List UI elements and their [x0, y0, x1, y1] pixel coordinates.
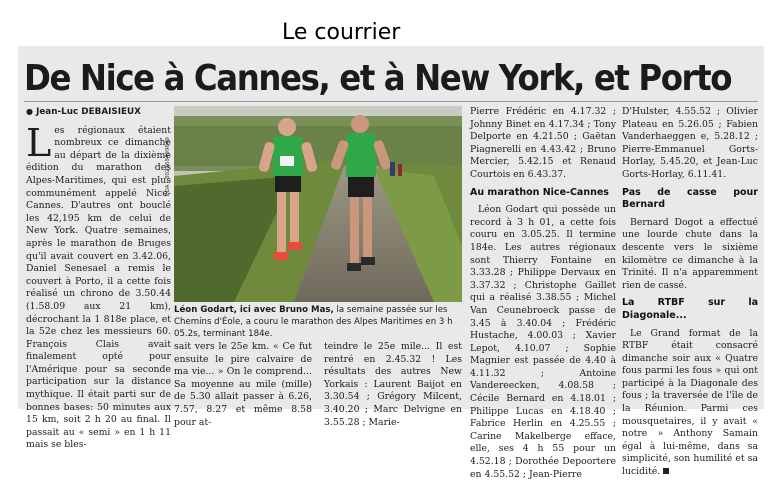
col3-para2: Léon Godart qui possède un record à 3 h 01, a cette fois couru en 3.05.25. Il termine 184e. Les autres régionaux sont Thierry Fontaine en 3.33.28 ; Philippe Dervaux en 3.37.32 ; Christophe Gaillet qui a réalisé 3.38.55 ; Michel Van Ceunebroeck passe de 3.45 à 3.40.04 ; Frédéric Hustache, 4.00.03 ; Xavier Lepot, 4.10.07 ; Sophie Magnier est passée de 4.40 à 4.11.32 ; Antoine Vandereecken, 4.08.58 ; Cécile Bernard en 4.18.01 ; Philippe Lucas en 4.18.40 ; Fabrice Herlin en 4.25.55 ; Carine Makelberge efface, elle, ses 4 h 55 pour un 4.52.18 ; Dorothée Depoortere en 4.55.52 ; Jean-Pierre — [470, 204, 616, 480]
photo-credit: EDA - 302369499649 — [165, 137, 171, 196]
runners-photo-illustration — [174, 106, 462, 302]
subhead-rtbf: La RTBF sur la Diagonale... — [622, 297, 758, 321]
sub-column-a: sait vers le 25e km. « Ce fut ensuite le pire calvaire de ma vie... » On le comprend... Sa moyenne au mile (mille) de 5.30 allait passer à 6.26, 7.57, 8.27 et même 8.58 pour at- — [174, 341, 312, 428]
intro-paragraph — [26, 120, 171, 452]
byline — [26, 106, 171, 119]
sub-column-b: teindre le 25e mile... Il est rentré en 2.45.32 ! Les résultats des autres New Yorkais : Laurent Baijot en 3.30.54 ; Grégory Milcent, 3.40.20 ; Marc Delvigne en 3.55.28 ; Marie- — [324, 341, 462, 428]
col4-para1: D'Hulster, 4.55.52 ; Olivier Plateau en 5.26.05 ; Fabien Vanderhaeggen e, 5.28.12 ; Pierre-Emmanuel Gorts-Horlay, 5.45.20, et Jean-Luc Gorts-Horlay, 6.11.41. — [622, 106, 758, 180]
col4-para3 — [622, 328, 758, 479]
source-label: Le courrier — [282, 20, 401, 45]
runners-photo — [174, 106, 462, 302]
column-3 — [470, 106, 616, 481]
col3-para1: Pierre Frédéric en 4.17.32 ; Johnny Binet en 4.17.34 ; Tony Delporte en 4.21.50 ; Gaëtan Piagnerelli en 4.43.42 ; Bruno Mercier, 5.42.15 et Renaud Courtois en 6.43.37. — [470, 106, 616, 180]
newspaper-clipping — [18, 46, 764, 480]
end-mark — [663, 468, 669, 474]
column-4 — [622, 106, 758, 479]
dropcap: L — [26, 120, 52, 165]
col4-para2: Bernard Dogot a effectué une lourde chute dans la descente vers le sixième kilomètre ce dimanche à la Trinité. Il n'a apparemment rien de cassé. — [622, 216, 758, 291]
subhead-nice-cannes: Au marathon Nice-Cannes — [470, 186, 609, 198]
byline-bullet: ● — [26, 107, 33, 116]
col4-para3-text: Le Grand format de la RTBF était consacré dimanche soir aux « Quatre fous parmi les fous » qui ont participé à la Diagonale des fous ; la traversée de l'île de la Réunion. Parmi ces mousquetaires, il y avait « notre » Anthony Samain égal à lui-même, dans sa simplicité, son humilité et sa lucidité. — [622, 327, 758, 478]
column-1 — [26, 106, 171, 452]
subhead-bernard: Pas de casse pour Bernard — [622, 186, 758, 211]
caption-text: la semaine passée sur les Chemins d'Éole, a couru le marathon des Alpes Maritimes en 3 h 05.2s, terminant 184e. — [174, 305, 453, 339]
caption-bold: Léon Godart, ici avec Bruno Mas, — [174, 305, 334, 315]
headline: De Nice à Cannes, et à New York, et Porto — [24, 58, 732, 99]
photo-caption — [174, 304, 464, 340]
intro-text: es régionaux étaient nombreux ce dimanche au départ de la dixième édition du marathon des Alpes-Maritimes, qui est plus communément appelé Nice-Cannes. D'autres ont bouclé les 42,195 km de celui de New York. Quatre semaines, après le marathon de Bruges qu'il avait couvert en 3.42.06, Daniel Senesael a remis le couvert à Porto, il a cette fois réalisé un chrono de 3.50.44 (1.58.09 aux 21 km), décrochant la 1 818e place, et la 52e chez les messieurs 60. François Clais avait finalement opté pour l'Amérique pour sa seconde participation sur la distance mythique. Il était parti sur de bonnes bases: 50 minutes aux 15 km, soit 2 h 20 au final. Il passait au « semi » en 1 h 11 mais se bles- — [26, 124, 171, 451]
headline-rule — [24, 101, 758, 102]
byline-author: Jean-Luc DEBAISIEUX — [36, 107, 141, 117]
